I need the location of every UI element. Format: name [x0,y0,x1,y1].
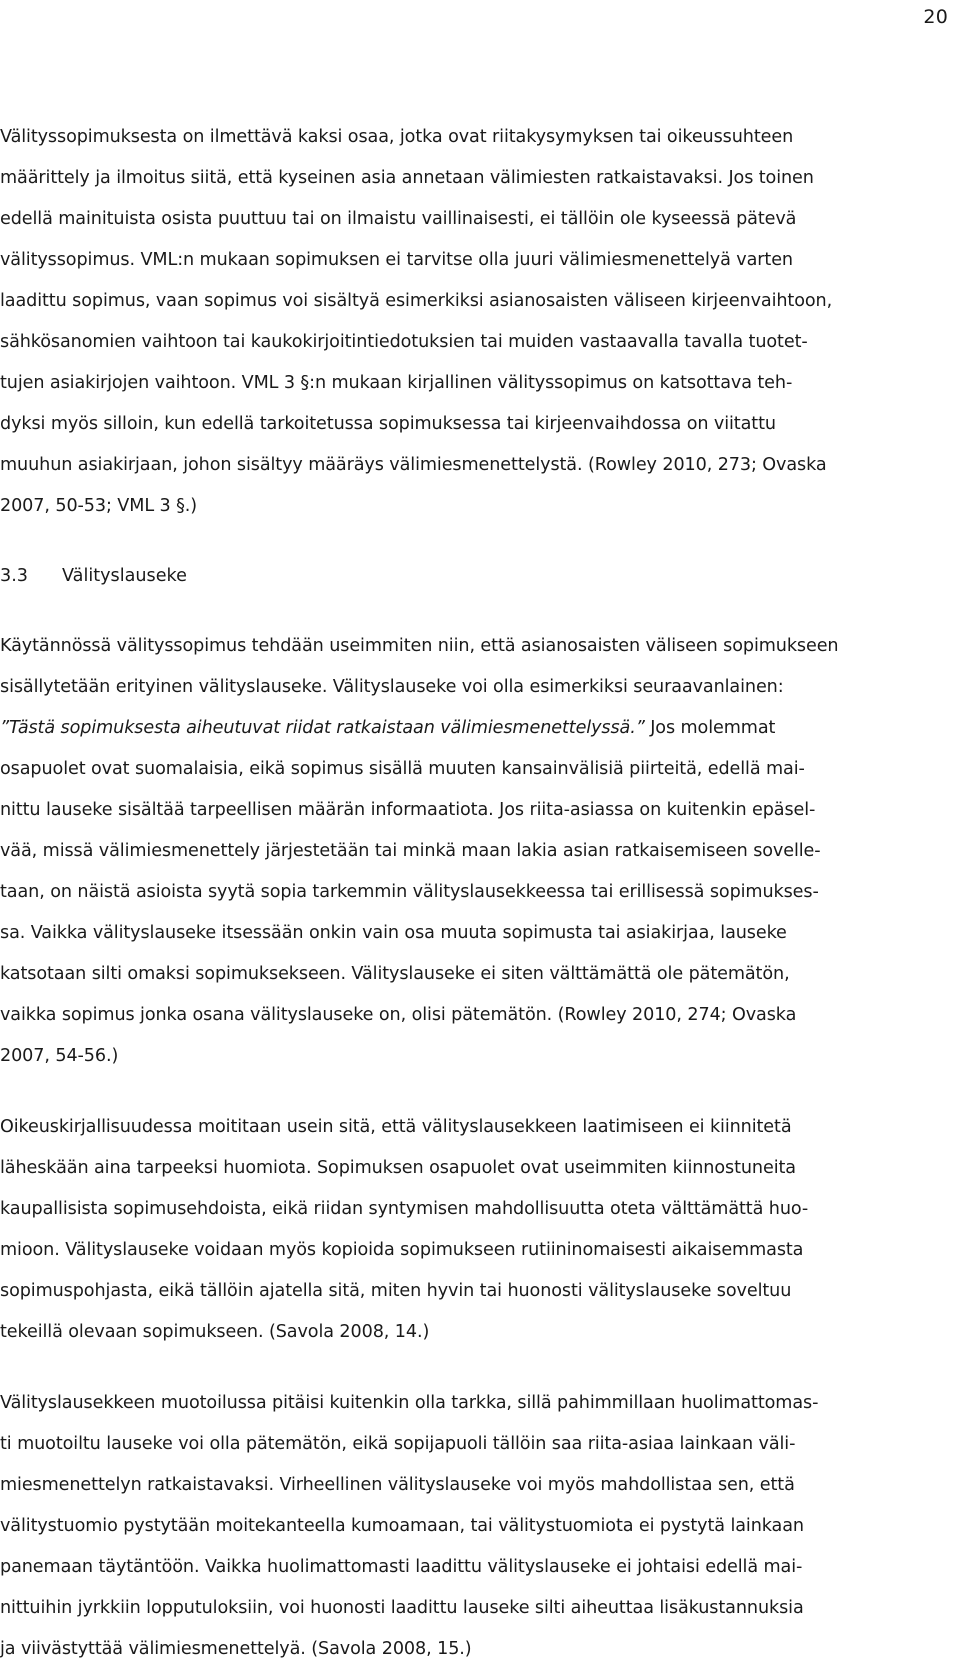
text-line: sisällytetään erityinen välityslauseke. Välityslauseke voi olla esimerkiksi seuraavanlainen: [0,677,784,697]
text-line: sähkösanomien vaihtoon tai kaukokirjoitintiedotuksien tai muiden vastaavalla tavalla tuotet- [0,332,808,352]
text-line: vaikka sopimus jonka osana välityslauseke on, olisi pätemätön. (Rowley 2010, 274; Ovaska [0,1005,797,1025]
paragraph-4 [0,1383,960,1670]
text-line: Käytännössä välityssopimus tehdään useimmiten niin, että asianosaisten väliseen sopimukseen [0,636,839,656]
text-line: sa. Vaikka välityslauseke itsessään onkin vain osa muuta sopimusta tai asiakirjaa, lauseke [0,923,787,943]
text-line: edellä mainituista osista puuttuu tai on ilmaistu vaillinaisesti, ei tällöin ole kyseessä pätevä [0,209,797,229]
example-clause-quote: ”Tästä sopimuksesta aiheutuvat riidat ratkaistaan välimiesmenettelyssä.” [0,718,645,738]
text-line: osapuolet ovat suomalaisia, eikä sopimus sisällä muuten kansainvälisiä piirteitä, edellä mai- [0,759,805,779]
text-line: tujen asiakirjojen vaihtoon. VML 3 §:n mukaan kirjallinen välityssopimus on katsottava teh- [0,373,793,393]
section-heading [0,556,960,597]
text-line: välityssopimus. VML:n mukaan sopimuksen ei tarvitse olla juuri välimiesmenettelyä varten [0,250,793,270]
text-line: vää, missä välimiesmenettely järjestetään tai minkä maan lakia asian ratkaisemiseen sovelle- [0,841,821,861]
text-line: panemaan täytäntöön. Vaikka huolimattomasti laadittu välityslauseke ei johtaisi edellä mai- [0,1557,803,1577]
text-line: sopimuspohjasta, eikä tällöin ajatella sitä, miten hyvin tai huonosti välityslauseke soveltuu [0,1281,792,1301]
section-title: Välityslauseke [62,566,187,586]
spacer [0,1077,960,1107]
paragraph-2 [0,626,960,1077]
text-line: katsotaan silti omaksi sopimuksekseen. Välityslauseke ei siten välttämättä ole pätemätön, [0,964,790,984]
text-line: ti muotoiltu lauseke voi olla pätemätön, eikä sopijapuoli tällöin saa riita-asiaa lainkaan väli- [0,1434,796,1454]
text-line: määrittely ja ilmoitus siitä, että kyseinen asia annetaan välimiesten ratkaistavaksi. Jos toinen [0,168,814,188]
spacer [0,597,960,626]
text-line: välitystuomio pystytään moitekanteella kumoamaan, tai välitystuomiota ei pystytä lainkaan [0,1516,804,1536]
text-line: nittu lauseke sisältää tarpeellisen määrän informaatiota. Jos riita-asiassa on kuitenkin epäsel- [0,800,816,820]
section-number: 3.3 [0,566,28,586]
text-line: läheskään aina tarpeeksi huomiota. Sopimuksen osapuolet ovat useimmiten kiinnostuneita [0,1158,796,1178]
spacer [0,527,960,556]
text-line: taan, on näistä asioista syytä sopia tarkemmin välityslausekkeessa tai erillisessä sopimukses- [0,882,819,902]
text-line: ja viivästyttää välimiesmenettelyä. (Savola 2008, 15.) [0,1639,472,1659]
text-line: miesmenettelyn ratkaistavaksi. Virheellinen välityslauseke voi myös mahdollistaa sen, että [0,1475,795,1495]
spacer [0,1353,960,1383]
text-line: kaupallisista sopimusehdoista, eikä riidan syntymisen mahdollisuutta oteta välttämättä huo- [0,1199,809,1219]
text-line: tekeillä olevaan sopimukseen. (Savola 2008, 14.) [0,1322,430,1342]
text-fragment: Jos molemmat [644,718,776,738]
text-line: 2007, 50-53; VML 3 §.) [0,496,198,516]
text-line: dyksi myös silloin, kun edellä tarkoitetussa sopimuksessa tai kirjeenvaihdossa on viitattu [0,414,776,434]
text-line: laadittu sopimus, vaan sopimus voi sisältyä esimerkiksi asianosaisten väliseen kirjeenvaihtoon, [0,291,833,311]
page-body [0,117,960,1670]
text-line: Välityssopimuksesta on ilmettävä kaksi osaa, jotka ovat riitakysymyksen tai oikeussuhteen [0,127,794,147]
text-line: 2007, 54-56.) [0,1046,119,1066]
text-line: mioon. Välityslauseke voidaan myös kopioida sopimukseen rutiininomaisesti aikaisemmasta [0,1240,804,1260]
text-line: muuhun asiakirjaan, johon sisältyy määräys välimiesmenettelystä. (Rowley 2010, 273; Ovaska [0,455,827,475]
text-line: Oikeuskirjallisuudessa moititaan usein sitä, että välityslausekkeen laatimiseen ei kiinnitetä [0,1117,792,1137]
paragraph-3 [0,1107,960,1353]
text-line: Välityslausekkeen muotoilussa pitäisi kuitenkin olla tarkka, sillä pahimmillaan huolimattomas- [0,1393,819,1413]
paragraph-1 [0,117,960,527]
page-number: 20 [923,6,948,28]
text-line [0,708,960,749]
text-line: nittuihin jyrkkiin lopputuloksiin, voi huonosti laadittu lauseke silti aiheuttaa lisäkustannuksia [0,1598,804,1618]
